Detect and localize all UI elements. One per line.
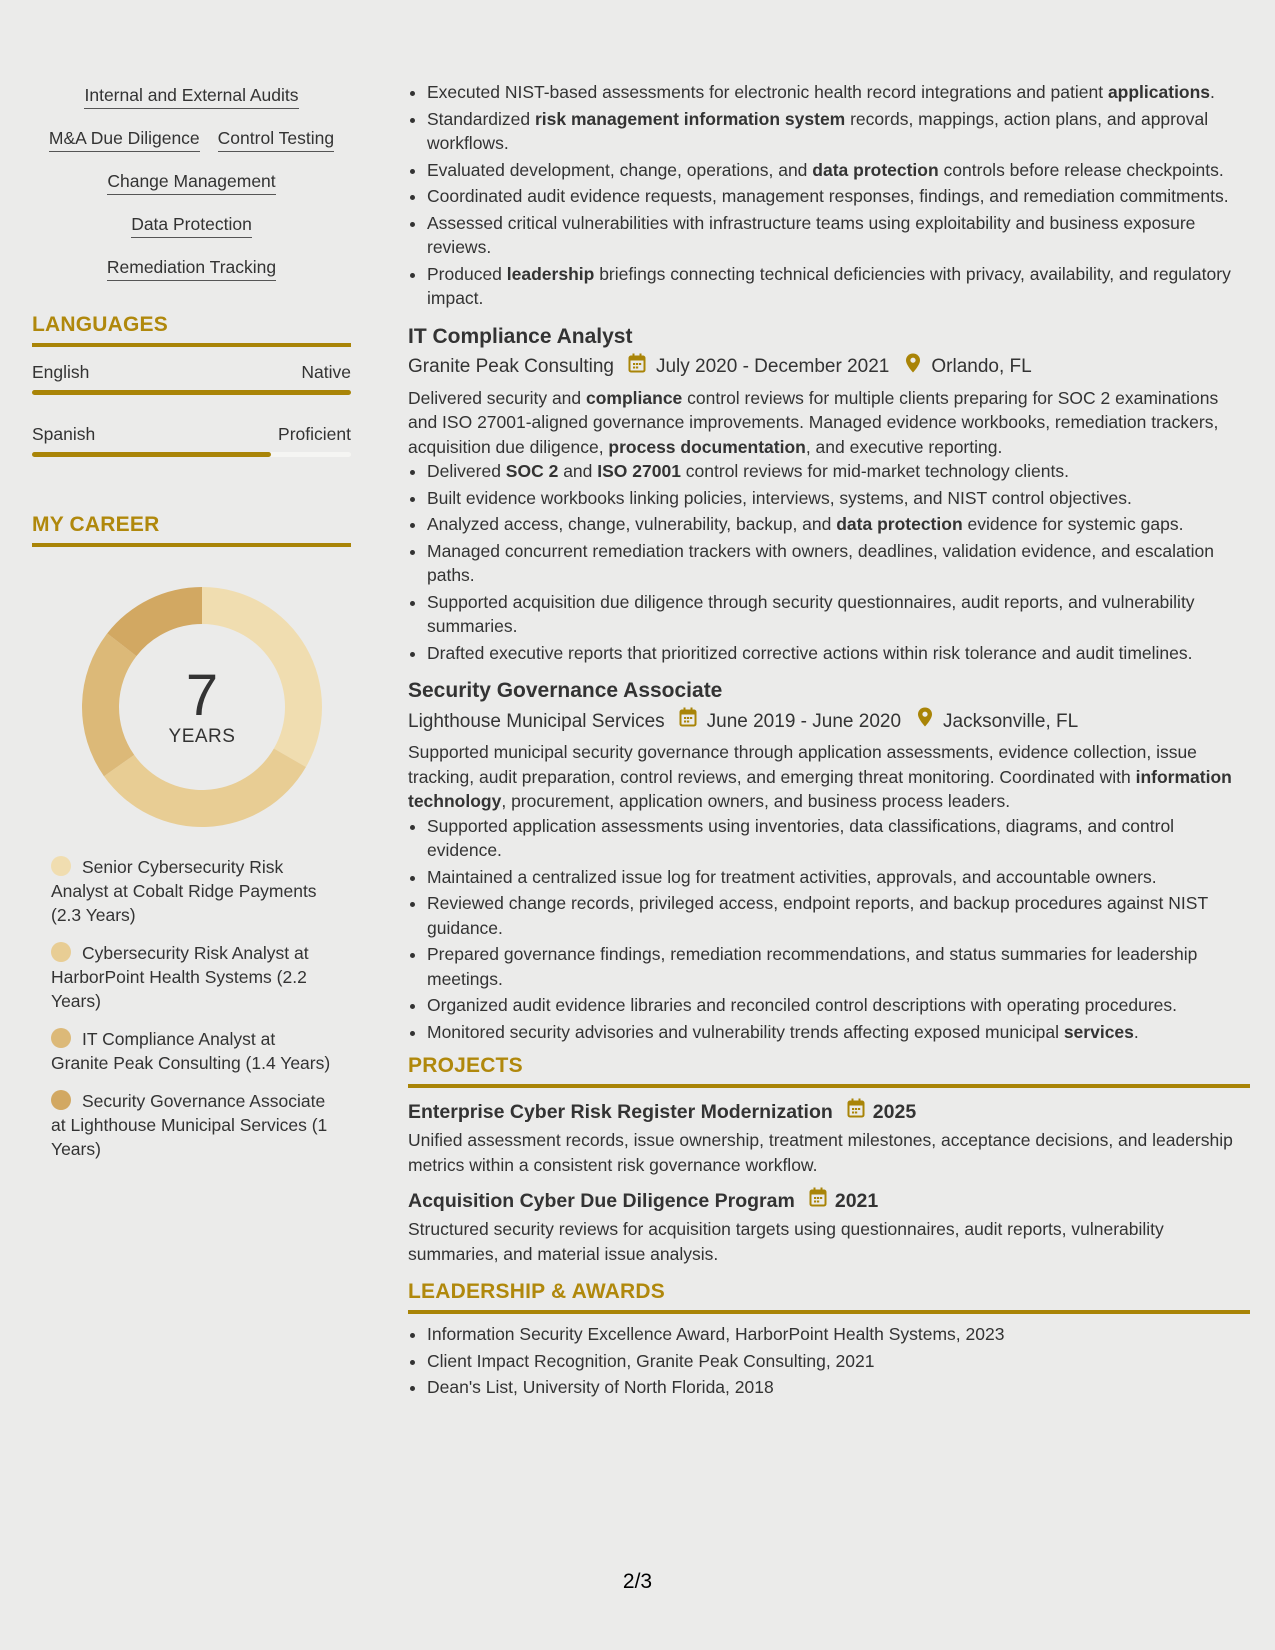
job-title: IT Compliance Analyst xyxy=(408,324,633,348)
bold-keyword: applications xyxy=(1107,82,1211,102)
project-title xyxy=(408,1098,1250,1126)
project-year: 2021 xyxy=(834,1190,879,1212)
bold-keyword: ISO 27001 xyxy=(597,461,681,481)
job-entry xyxy=(408,323,1250,666)
job-bullets xyxy=(408,814,1250,1045)
skill-row xyxy=(32,84,351,109)
bold-keyword: risk management information system xyxy=(535,108,846,129)
bold-keyword: SOC 2 xyxy=(505,461,559,481)
award-item: • Dean's List, University of North Florida, 2018 xyxy=(427,1375,1250,1400)
bullet-item xyxy=(427,107,1250,156)
language-bar-fill xyxy=(32,390,351,395)
job-meta xyxy=(408,707,1250,736)
text-run: . xyxy=(1210,82,1215,102)
skills-list xyxy=(32,84,351,281)
text-run: controls before release checkpoints. xyxy=(938,159,1224,180)
text-run: , procurement, application owners, and business process leaders. xyxy=(501,791,1011,811)
text-run: . xyxy=(1133,1021,1139,1042)
awards-title: LEADERSHIP & AWARDS xyxy=(408,1280,1250,1314)
job-location: Jacksonville, FL xyxy=(943,710,1079,732)
language-name: English xyxy=(32,362,90,382)
project-name: Enterprise Cyber Risk Register Modernization xyxy=(408,1101,833,1123)
bullet-item xyxy=(427,891,1250,940)
project-title xyxy=(408,1187,1250,1215)
legend-swatch xyxy=(51,1090,71,1110)
skill-row xyxy=(32,127,351,152)
skill-tag: Change Management xyxy=(107,170,275,195)
job-location: Orlando, FL xyxy=(931,356,1032,377)
right-column xyxy=(408,80,1250,1402)
text-run: evidence for systemic gaps. xyxy=(962,514,1184,534)
job-dates: July 2020 - December 2021 xyxy=(655,356,890,377)
language-name: Spanish xyxy=(32,424,96,444)
text-run: Monitored security advisories and vulnerability trends affecting exposed municipal xyxy=(427,1021,1064,1042)
legend-label: Security Governance Associate at Lighthouse Municipal Services (1 Years) xyxy=(51,1091,328,1159)
skill-tag: Remediation Tracking xyxy=(107,256,276,281)
bullet-item xyxy=(427,1020,1250,1045)
skill-row xyxy=(32,170,351,195)
calendar-icon xyxy=(847,1098,865,1126)
location-pin-icon xyxy=(905,353,921,382)
text-run: Analyzed access, change, vulnerability, backup, and xyxy=(427,514,837,534)
projects-title: PROJECTS xyxy=(408,1054,1250,1088)
bullet-item xyxy=(427,80,1250,105)
job-dates: June 2019 - June 2020 xyxy=(706,710,902,732)
language-level: Native xyxy=(301,362,351,382)
text-run: Prepared governance findings, remediation recommendations, and status summaries for leadership meetings. xyxy=(427,944,1198,989)
job-bullets xyxy=(408,459,1250,665)
bullet-item xyxy=(427,158,1250,183)
languages-list xyxy=(32,361,351,457)
bullet-item xyxy=(427,641,1250,666)
text-run: Maintained a centralized issue log for treatment activities, approvals, and accountable owners. xyxy=(427,866,1157,887)
bullet-item xyxy=(427,539,1250,588)
bullet-item xyxy=(427,590,1250,639)
skill-tag: M&A Due Diligence xyxy=(49,127,200,152)
career-legend xyxy=(32,855,351,1161)
text-run: Built evidence workbooks linking policies, interviews, systems, and NIST control objectives. xyxy=(427,487,1132,508)
job-entry xyxy=(408,677,1250,1044)
text-run: Supported municipal security governance through application assessments, evidence collection, issue tracking, audit preparation, control reviews, and emerging threat monitoring. Coordinated with xyxy=(408,742,1197,787)
skill-tag: Internal and External Audits xyxy=(84,84,298,109)
language-row xyxy=(32,423,351,445)
calendar-icon xyxy=(679,707,697,736)
skill-row xyxy=(32,213,351,238)
career-total-label: YEARS xyxy=(168,726,236,747)
experience-list xyxy=(408,323,1250,1045)
job-meta xyxy=(408,353,1250,382)
legend-label: Cybersecurity Risk Analyst at HarborPoint Health Systems (2.2 Years) xyxy=(51,943,309,1011)
bullet-item xyxy=(427,262,1250,311)
career-donut-chart xyxy=(82,587,322,827)
bullet-item xyxy=(427,993,1250,1018)
award-item: • Information Security Excellence Award, HarborPoint Health Systems, 2023 xyxy=(427,1322,1250,1347)
bold-keyword: compliance xyxy=(586,387,683,408)
bold-keyword: information technology xyxy=(408,766,1232,811)
language-bar-fill xyxy=(32,452,271,457)
text-run: and xyxy=(558,461,598,481)
legend-swatch xyxy=(51,856,71,876)
bullet-item xyxy=(427,512,1250,537)
job-company: Lighthouse Municipal Services xyxy=(408,710,665,732)
job-description xyxy=(408,386,1250,460)
bullet-item xyxy=(427,211,1250,260)
language-bar xyxy=(32,452,351,457)
legend-item xyxy=(51,1089,331,1161)
text-run: Organized audit evidence libraries and reconciled control descriptions with operating procedures. xyxy=(427,995,1178,1015)
bold-keyword: data protection xyxy=(812,159,939,180)
text-run: Supported application assessments using inventories, data classifications, diagrams, and control evidence. xyxy=(427,815,1175,860)
text-run: Assessed critical vulnerabilities with infrastructure teams using exploitability and business exposure reviews. xyxy=(427,212,1196,257)
languages-title: LANGUAGES xyxy=(32,313,351,347)
location-pin-icon xyxy=(917,707,933,736)
text-run: Reviewed change records, privileged access, endpoint reports, and backup procedures against NIST guidance. xyxy=(427,893,1208,938)
projects-list xyxy=(408,1098,1250,1266)
projects-section xyxy=(408,1054,1250,1266)
career-title: MY CAREER xyxy=(32,513,351,547)
bullet-item xyxy=(427,486,1250,511)
bold-keyword: services xyxy=(1063,1021,1134,1042)
text-run: control reviews for multiple clients preparing for SOC 2 examinations and ISO 27001-aligned governance improvements. Managed evidence workbooks, remediation trackers, acquisition due diligence, xyxy=(408,387,1219,457)
job-title: Security Governance Associate xyxy=(408,679,723,702)
text-run: records, mappings, action plans, and approval workflows. xyxy=(427,108,1209,153)
bullet-item xyxy=(427,942,1250,991)
job-description xyxy=(408,740,1250,814)
project-description: Unified assessment records, issue ownership, treatment milestones, acceptance decisions, and leadership metrics within a consistent risk governance workflow. xyxy=(408,1130,1233,1175)
project-year: 2025 xyxy=(872,1101,917,1123)
text-run: Drafted executive reports that prioritized corrective actions within risk tolerance and audit timelines. xyxy=(427,642,1193,663)
calendar-icon xyxy=(809,1187,827,1215)
text-run: Delivered security and xyxy=(408,387,586,408)
legend-swatch xyxy=(51,942,71,962)
bullet-item xyxy=(427,865,1250,890)
awards-section xyxy=(408,1280,1250,1400)
text-run: control reviews for mid-market technology clients. xyxy=(680,461,1069,481)
bold-keyword: leadership xyxy=(506,263,595,284)
awards-list xyxy=(408,1322,1250,1400)
previous-job-bullets xyxy=(408,80,1250,311)
bullet-item xyxy=(427,184,1250,209)
project-description: Structured security reviews for acquisition targets using questionnaires, audit reports, vulnerability summaries, and material issue analysis. xyxy=(408,1219,1164,1264)
page-number: 2/3 xyxy=(622,1570,653,1593)
text-run: Managed concurrent remediation trackers with owners, deadlines, validation evidence, and escalation paths. xyxy=(427,540,1214,585)
text-run: Evaluated development, change, operations, and xyxy=(427,159,813,180)
text-run: Executed NIST-based assessments for electronic health record integrations and patient xyxy=(427,82,1108,102)
text-run: , and executive reporting. xyxy=(805,436,1003,457)
language-row xyxy=(32,361,351,383)
bold-keyword: data protection xyxy=(836,514,963,534)
skill-row xyxy=(32,256,351,281)
bold-keyword: process documentation xyxy=(608,436,806,457)
bullet-item xyxy=(427,814,1250,863)
legend-label: IT Compliance Analyst at Granite Peak Consulting (1.4 Years) xyxy=(51,1029,331,1073)
language-level: Proficient xyxy=(278,424,351,444)
left-column xyxy=(32,84,351,1175)
skill-tag: Data Protection xyxy=(131,213,252,238)
skill-tag: Control Testing xyxy=(218,127,334,152)
legend-label: Senior Cybersecurity Risk Analyst at Cobalt Ridge Payments (2.3 Years) xyxy=(51,857,317,925)
text-run: Supported acquisition due diligence through security questionnaires, audit reports, and vulnerability summaries. xyxy=(427,591,1195,636)
legend-item xyxy=(51,941,331,1013)
project-name: Acquisition Cyber Due Diligence Program xyxy=(408,1190,795,1212)
legend-item xyxy=(51,855,331,927)
award-item: • Client Impact Recognition, Granite Peak Consulting, 2021 xyxy=(427,1349,1250,1374)
career-total-years: 7 xyxy=(185,663,219,728)
job-company: Granite Peak Consulting xyxy=(408,356,614,377)
text-run: Delivered xyxy=(427,461,506,481)
donut-center xyxy=(82,587,322,827)
text-run: Standardized xyxy=(427,108,535,129)
text-run: Produced xyxy=(427,263,507,284)
career-section xyxy=(32,513,351,1161)
text-run: Coordinated audit evidence requests, management responses, findings, and remediation commitments. xyxy=(427,186,1229,206)
legend-swatch xyxy=(51,1028,71,1048)
languages-section xyxy=(32,313,351,457)
legend-item xyxy=(51,1027,331,1075)
language-bar xyxy=(32,390,351,395)
bullet-item xyxy=(427,459,1250,484)
calendar-icon xyxy=(628,353,646,382)
text-run: briefings connecting technical deficiencies with privacy, availability, and regulatory impact. xyxy=(427,263,1231,308)
